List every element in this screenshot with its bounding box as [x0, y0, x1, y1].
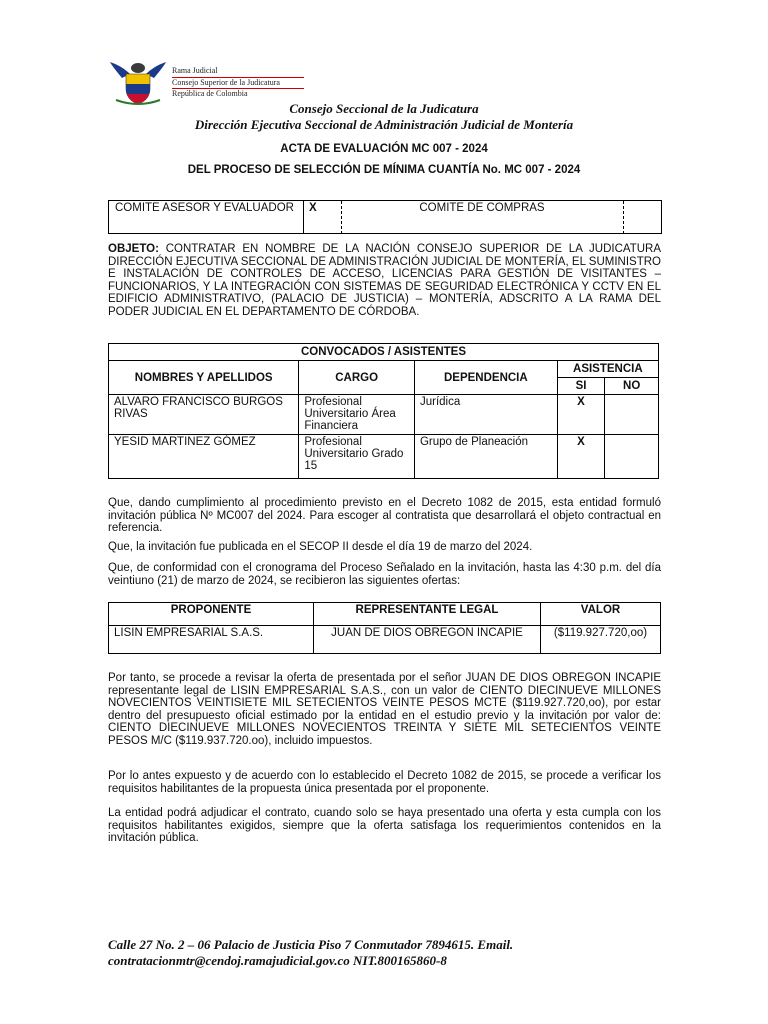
- attendee-cargo: Profesional Universitario Grado 15: [299, 435, 415, 479]
- objeto-paragraph: [108, 243, 661, 319]
- header-representante: REPRESENTANTE LEGAL: [314, 603, 541, 626]
- footer: [108, 937, 513, 969]
- header-asistencia: ASISTENCIA: [557, 361, 658, 378]
- attendee-cargo: Profesional Universitario Área Financiera: [299, 395, 415, 435]
- paragraph-3: Que, de conformidad con el cronograma del Proceso Señalado en la invitación, hasta las 4:30 p.m. del día veintiuno (21) de marzo de 2024, se recibieron las siguientes ofertas:: [108, 562, 661, 587]
- paragraph-5: Por lo antes expuesto y de acuerdo con lo establecido el Decreto 1082 de 2015, se procede a verificar los requisitos habilitantes de la propuesta única presentada por el proponente.: [108, 770, 661, 795]
- paragraph-1: Que, dando cumplimiento al procedimiento previsto en el Decreto 1082 de 2015, esta entidad formuló invitación pública Nº MC007 del 2024. Para escoger al contratista que desarrollará el objeto contractual en referencia.: [108, 497, 661, 535]
- objeto-text: CONTRATAR EN NOMBRE DE LA NACIÓN CONSEJO SUPERIOR DE LA JUDICATURA DIRECCIÓN EJECUTIVA SECCIONAL DE ADMINISTRACIÓN JUDICIAL DE MONTERÍA, EL SUMINISTRO E INSTALACIÓN DE CONTROLES DE ACCESO, LICENCIAS PARA GESTIÓN DE VISITANTES – FUNCIONARIOS, Y LA INTEGRACIÓN CON SISTEMAS DE SEGURIDAD ELECTRÓNICA Y CCTV EN EL EDIFICIO ADMINISTRATIVO, (PALACIO DE JUSTICIA) – MONTERÍA, ADSCRITO A LA RAMA DEL PODER JUDICIAL EN EL DEPARTAMENTO DE CÓRDOBA.: [108, 243, 661, 318]
- document-title: ACTA DE EVALUACIÓN MC 007 - 2024: [280, 143, 488, 155]
- header-valor: VALOR: [541, 603, 661, 626]
- attendee-si: X: [557, 435, 605, 479]
- paragraph-6: La entidad podrá adjudicar el contrato, cuando solo se haya presentado una oferta y esta cumpla con los requisitos habilitantes exigidos, siempre que la oferta satisfaga los requerimientos contenidos en la invitación pública.: [108, 807, 661, 845]
- logo-line: Consejo Superior de la Judicatura: [172, 77, 280, 87]
- paragraph-2: Que, la invitación fue publicada en el SECOP II desde el día 19 de marzo del 2024.: [108, 541, 533, 553]
- header-proponente: PROPONENTE: [109, 603, 314, 626]
- logo-line: Rama Judicial: [172, 66, 218, 75]
- attendee-name: ALVARO FRANCISCO BURGOS RIVAS: [109, 395, 299, 435]
- attendee-dependencia: Grupo de Planeación: [414, 435, 557, 479]
- committee-asesor-mark: X: [309, 202, 317, 214]
- header-no: NO: [605, 378, 659, 395]
- committee-asesor-label: COMITE ASESOR Y EVALUADOR: [115, 202, 294, 214]
- coat-of-arms-logo: [108, 60, 168, 106]
- attendee-no: [605, 395, 659, 435]
- document-subtitle: DEL PROCESO DE SELECCIÓN DE MÍNIMA CUANTÍA No. MC 007 - 2024: [187, 164, 581, 176]
- objeto-label: OBJETO:: [108, 243, 159, 255]
- attendee-dependencia: Jurídica: [414, 395, 557, 435]
- committee-compras-label: COMITE DE COMPRAS: [341, 201, 622, 234]
- offers-table: [108, 602, 661, 654]
- attendee-name: YESID MARTINEZ GÓMEZ: [109, 435, 299, 479]
- attendee-si: X: [557, 395, 605, 435]
- header-nombres: NOMBRES Y APELLIDOS: [109, 361, 299, 395]
- attendees-table: [108, 343, 659, 479]
- attendee-no: [605, 435, 659, 479]
- footer-contact: contratacionmtr@cendoj.ramajudicial.gov.co NIT.800165860-8: [108, 953, 447, 968]
- offer-representante: JUAN DE DIOS OBREGON INCAPIE: [314, 626, 541, 654]
- attendees-caption: CONVOCADOS / ASISTENTES: [109, 344, 659, 361]
- committee-compras-mark: [623, 201, 660, 234]
- logo-line: República de Colombia: [172, 89, 248, 98]
- offer-valor: ($119.927.720,oo): [541, 626, 661, 654]
- table-row: [109, 626, 661, 654]
- header-cargo: CARGO: [299, 361, 415, 395]
- committee-divider: [303, 201, 306, 234]
- header-si: SI: [557, 378, 605, 395]
- committee-box: [108, 200, 662, 234]
- footer-address: Calle 27 No. 2 – 06 Palacio de Justicia Piso 7 Conmutador 7894615. Email.: [108, 937, 514, 952]
- org-line-2: Dirección Ejecutiva Seccional de Administración Judicial de Montería: [194, 117, 574, 132]
- paragraph-4: Por tanto, se procede a revisar la oferta de presentada por el señor JUAN DE DIOS OBREGON INCAPIE representante legal de LISIN EMPRESARIAL S.A.S., con un valor de CIENTO DIECINUEVE MILLONES NOVECIENTOS VEINTISIETE MIL SETECIENTOS VEINTE PESOS MCTE ($119.927.720,oo), por estar dentro del presupuesto oficial estimado por la entidad en el estudio previo y la invitación por valor de: CIENTO DIECINUEVE MILLONES NOVECIENTOS TREINTA Y SIETE MIL SETECIENTOS VEINTE PESOS M/C ($119.937.720.oo), incluido impuestos.: [108, 672, 661, 747]
- header-dependencia: DEPENDENCIA: [414, 361, 557, 395]
- logo-text: [172, 66, 304, 100]
- table-row: [109, 395, 659, 435]
- org-line-1: Consejo Seccional de la Judicatura: [289, 101, 479, 116]
- table-row: [109, 435, 659, 479]
- offer-proponente: LISIN EMPRESARIAL S.A.S.: [109, 626, 314, 654]
